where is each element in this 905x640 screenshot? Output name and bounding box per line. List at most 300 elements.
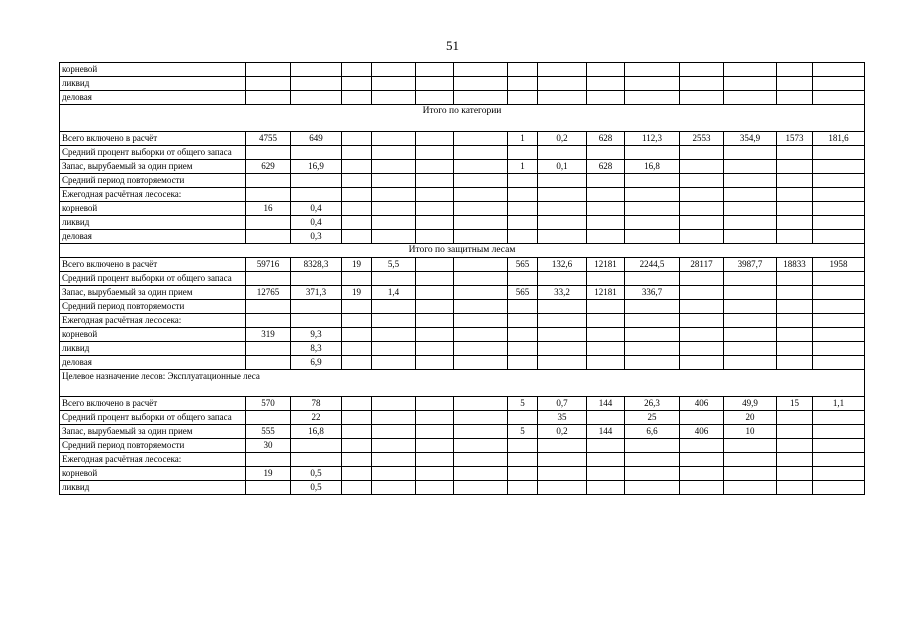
table-cell	[416, 174, 454, 188]
table-cell	[680, 467, 724, 481]
table-cell	[680, 146, 724, 160]
table-cell	[625, 77, 680, 91]
table-cell	[342, 300, 372, 314]
table-cell	[454, 132, 508, 146]
table-cell	[416, 132, 454, 146]
table-cell	[454, 272, 508, 286]
table-cell: 12765	[246, 286, 291, 300]
table-cell	[724, 160, 777, 174]
table-cell	[724, 202, 777, 216]
table-cell	[587, 453, 625, 467]
table-cell: 1	[508, 132, 538, 146]
table-cell	[724, 272, 777, 286]
row-label: Средний период повторяемости	[60, 174, 246, 188]
table-row	[60, 328, 865, 342]
table-cell	[813, 425, 865, 439]
table-cell	[724, 453, 777, 467]
table-cell	[416, 230, 454, 244]
table-cell: 3987,7	[724, 258, 777, 272]
table-cell	[454, 216, 508, 230]
table-cell: 19	[246, 467, 291, 481]
table-cell	[813, 216, 865, 230]
table-cell	[342, 230, 372, 244]
table-cell: 4755	[246, 132, 291, 146]
table-cell	[372, 314, 416, 328]
table-cell	[724, 439, 777, 453]
table-cell	[508, 216, 538, 230]
table-cell	[508, 202, 538, 216]
table-cell	[777, 91, 813, 105]
table-row	[60, 132, 865, 146]
purpose-row	[60, 370, 865, 397]
table-cell: 15	[777, 397, 813, 411]
table-cell	[587, 300, 625, 314]
table-cell	[454, 77, 508, 91]
table-cell: 1,4	[372, 286, 416, 300]
table-cell	[454, 300, 508, 314]
table-cell: 18833	[777, 258, 813, 272]
section-title: Итого по категории	[60, 105, 865, 132]
table-cell: 629	[246, 160, 291, 174]
table-cell	[680, 439, 724, 453]
table-cell	[680, 453, 724, 467]
table-row	[60, 481, 865, 495]
table-cell	[246, 300, 291, 314]
table-cell: 354,9	[724, 132, 777, 146]
table-cell	[538, 216, 587, 230]
table-row	[60, 146, 865, 160]
page-number: 51	[446, 38, 459, 53]
table-cell	[372, 397, 416, 411]
table-cell	[625, 202, 680, 216]
row-label: корневой	[60, 467, 246, 481]
table-cell	[777, 160, 813, 174]
table-cell	[416, 300, 454, 314]
table-cell	[454, 258, 508, 272]
table-cell	[538, 77, 587, 91]
table-cell	[538, 188, 587, 202]
table-cell: 2244,5	[625, 258, 680, 272]
table-row	[60, 216, 865, 230]
table-cell	[813, 160, 865, 174]
table-cell	[508, 91, 538, 105]
row-label: ликвид	[60, 77, 246, 91]
table-cell	[342, 411, 372, 425]
table-cell	[372, 411, 416, 425]
table-cell	[342, 467, 372, 481]
table-cell	[246, 453, 291, 467]
table-cell	[342, 328, 372, 342]
table-cell	[777, 411, 813, 425]
table-cell	[625, 188, 680, 202]
table-cell	[777, 174, 813, 188]
table-cell: 1573	[777, 132, 813, 146]
table-cell	[246, 174, 291, 188]
table-cell	[508, 63, 538, 77]
section-title: Итого по защитным лесам	[60, 244, 865, 258]
table-cell: 6,6	[625, 425, 680, 439]
table-cell	[680, 328, 724, 342]
table-cell: 5	[508, 425, 538, 439]
table-cell	[625, 439, 680, 453]
table-cell	[625, 314, 680, 328]
table-cell	[813, 356, 865, 370]
table-cell: 19	[342, 258, 372, 272]
table-cell	[372, 132, 416, 146]
table-cell	[342, 272, 372, 286]
table-cell: 16,8	[625, 160, 680, 174]
table-cell	[246, 356, 291, 370]
table-cell: 8328,3	[291, 258, 342, 272]
table-cell	[246, 77, 291, 91]
table-cell	[587, 63, 625, 77]
table-cell	[625, 356, 680, 370]
table-cell: 78	[291, 397, 342, 411]
table-cell	[454, 328, 508, 342]
table-cell: 628	[587, 132, 625, 146]
table-cell	[680, 481, 724, 495]
table-cell	[454, 439, 508, 453]
table-cell	[372, 481, 416, 495]
table-cell	[508, 174, 538, 188]
table-cell	[454, 174, 508, 188]
table-cell: 181,6	[813, 132, 865, 146]
row-label: Средний период повторяемости	[60, 300, 246, 314]
table-cell: 16,8	[291, 425, 342, 439]
table-cell	[246, 63, 291, 77]
table-cell	[587, 467, 625, 481]
table-cell	[454, 453, 508, 467]
table-cell	[538, 300, 587, 314]
table-cell	[372, 230, 416, 244]
table-cell	[416, 216, 454, 230]
table-cell	[372, 91, 416, 105]
table-cell	[454, 160, 508, 174]
table-cell	[416, 397, 454, 411]
table-cell	[454, 397, 508, 411]
table-row	[60, 453, 865, 467]
table-cell	[372, 300, 416, 314]
table-cell	[625, 467, 680, 481]
table-cell	[538, 356, 587, 370]
table-cell	[538, 314, 587, 328]
table-cell	[724, 77, 777, 91]
table-cell: 555	[246, 425, 291, 439]
table-cell	[724, 174, 777, 188]
table-cell	[342, 160, 372, 174]
table-cell: 26,3	[625, 397, 680, 411]
table-cell	[625, 300, 680, 314]
table-cell	[680, 314, 724, 328]
table-cell	[372, 425, 416, 439]
table-cell	[777, 63, 813, 77]
table-cell	[538, 91, 587, 105]
table-cell	[508, 342, 538, 356]
table-cell	[416, 202, 454, 216]
table-row	[60, 411, 865, 425]
table-cell	[777, 286, 813, 300]
table-cell	[291, 453, 342, 467]
table-row	[60, 258, 865, 272]
table-cell	[680, 77, 724, 91]
table-cell: 6,9	[291, 356, 342, 370]
table-row	[60, 174, 865, 188]
row-label: ликвид	[60, 216, 246, 230]
table-cell: 565	[508, 286, 538, 300]
row-label: Всего включено в расчёт	[60, 132, 246, 146]
table-cell	[416, 258, 454, 272]
table-cell	[416, 411, 454, 425]
table-cell	[246, 230, 291, 244]
table-cell	[625, 481, 680, 495]
table-cell	[246, 342, 291, 356]
table-cell: 5,5	[372, 258, 416, 272]
table-cell	[246, 411, 291, 425]
table-cell	[587, 91, 625, 105]
table-cell	[538, 63, 587, 77]
table-cell	[342, 188, 372, 202]
table-cell	[416, 328, 454, 342]
table-cell	[416, 481, 454, 495]
table-cell	[813, 439, 865, 453]
table-cell	[342, 216, 372, 230]
table-cell	[508, 300, 538, 314]
table-cell	[372, 328, 416, 342]
table-cell	[416, 425, 454, 439]
table-cell: 144	[587, 397, 625, 411]
table-cell	[777, 300, 813, 314]
table-cell	[508, 411, 538, 425]
table-cell	[625, 216, 680, 230]
table-cell	[454, 63, 508, 77]
table-cell	[777, 328, 813, 342]
table-cell	[291, 314, 342, 328]
table-cell	[246, 481, 291, 495]
table-cell	[587, 216, 625, 230]
table-cell	[342, 356, 372, 370]
table-cell	[813, 63, 865, 77]
table-cell	[372, 146, 416, 160]
table-cell	[680, 272, 724, 286]
table-cell	[724, 342, 777, 356]
table-cell	[538, 146, 587, 160]
table-row	[60, 397, 865, 411]
table-cell	[813, 202, 865, 216]
table-cell	[777, 202, 813, 216]
table-cell	[416, 453, 454, 467]
table-cell	[680, 202, 724, 216]
table-cell	[454, 342, 508, 356]
row-label: корневой	[60, 63, 246, 77]
table-cell	[508, 439, 538, 453]
table-cell	[680, 230, 724, 244]
row-label: Всего включено в расчёт	[60, 397, 246, 411]
table-cell	[342, 425, 372, 439]
purpose-label: Целевое назначение лесов: Эксплуатационные леса	[60, 370, 865, 397]
table-cell	[777, 453, 813, 467]
table-cell: 132,6	[538, 258, 587, 272]
row-label: Средний процент выборки от общего запаса	[60, 272, 246, 286]
table-cell	[372, 77, 416, 91]
table-cell: 35	[538, 411, 587, 425]
table-cell	[587, 77, 625, 91]
table-cell	[342, 453, 372, 467]
table-cell	[246, 216, 291, 230]
table-row	[60, 202, 865, 216]
table-cell	[724, 481, 777, 495]
table-cell	[342, 132, 372, 146]
table-cell	[813, 230, 865, 244]
table-cell	[342, 91, 372, 105]
table-cell	[416, 286, 454, 300]
table-cell	[508, 146, 538, 160]
table-cell	[813, 286, 865, 300]
row-label: Средний процент выборки от общего запаса	[60, 411, 246, 425]
table-cell: 371,3	[291, 286, 342, 300]
table-cell	[508, 77, 538, 91]
table-cell	[342, 439, 372, 453]
table-cell	[342, 63, 372, 77]
table-cell	[813, 146, 865, 160]
table-cell	[246, 188, 291, 202]
table-cell	[680, 356, 724, 370]
table-cell	[372, 174, 416, 188]
table-cell	[416, 91, 454, 105]
table-cell	[538, 328, 587, 342]
table-cell	[372, 272, 416, 286]
table-cell	[625, 230, 680, 244]
table-cell	[508, 467, 538, 481]
table-cell	[587, 342, 625, 356]
table-cell	[291, 300, 342, 314]
table-cell	[246, 91, 291, 105]
table-cell	[777, 216, 813, 230]
table-cell	[342, 481, 372, 495]
table-cell	[342, 174, 372, 188]
table-cell	[813, 272, 865, 286]
table-cell	[372, 342, 416, 356]
table-cell	[724, 356, 777, 370]
table-cell	[587, 356, 625, 370]
table-cell	[538, 439, 587, 453]
table-cell	[813, 411, 865, 425]
table-cell	[372, 63, 416, 77]
table-cell	[508, 230, 538, 244]
table-cell: 12181	[587, 286, 625, 300]
table-cell	[587, 411, 625, 425]
table-cell: 9,3	[291, 328, 342, 342]
table-cell	[291, 77, 342, 91]
table-cell	[454, 314, 508, 328]
table-cell	[342, 314, 372, 328]
table-cell	[372, 356, 416, 370]
table-cell	[372, 188, 416, 202]
table-row	[60, 188, 865, 202]
table-cell: 628	[587, 160, 625, 174]
table-cell	[342, 77, 372, 91]
table-cell	[813, 77, 865, 91]
table-cell	[538, 230, 587, 244]
table-cell	[416, 467, 454, 481]
table-cell	[777, 425, 813, 439]
table-cell	[246, 314, 291, 328]
table-row	[60, 272, 865, 286]
table-cell	[813, 300, 865, 314]
table-cell	[680, 216, 724, 230]
table-cell	[680, 300, 724, 314]
row-label: Запас, вырубаемый за один прием	[60, 286, 246, 300]
table-cell	[813, 453, 865, 467]
table-cell	[625, 453, 680, 467]
table-cell	[777, 356, 813, 370]
table-cell	[291, 439, 342, 453]
table-cell	[454, 286, 508, 300]
table-cell: 0,4	[291, 216, 342, 230]
table-cell	[454, 91, 508, 105]
table-cell: 2553	[680, 132, 724, 146]
table-cell	[538, 174, 587, 188]
table-cell	[416, 356, 454, 370]
table-cell	[342, 342, 372, 356]
table-cell	[680, 174, 724, 188]
table-row	[60, 286, 865, 300]
table-row	[60, 439, 865, 453]
table-cell	[813, 174, 865, 188]
table-row	[60, 356, 865, 370]
table-cell: 0,7	[538, 397, 587, 411]
table-cell	[538, 202, 587, 216]
table-cell	[416, 160, 454, 174]
table-row	[60, 425, 865, 439]
table-cell	[416, 342, 454, 356]
table-cell	[680, 188, 724, 202]
table-cell	[454, 202, 508, 216]
table-cell	[587, 230, 625, 244]
table-cell: 649	[291, 132, 342, 146]
table-cell	[416, 63, 454, 77]
table-cell: 30	[246, 439, 291, 453]
table-cell	[291, 174, 342, 188]
table-cell	[724, 188, 777, 202]
table-cell: 319	[246, 328, 291, 342]
table-cell	[777, 467, 813, 481]
table-cell	[508, 314, 538, 328]
table-cell	[813, 342, 865, 356]
table-cell: 406	[680, 397, 724, 411]
table-cell	[538, 272, 587, 286]
table-cell	[680, 286, 724, 300]
section-header-row	[60, 244, 865, 258]
table-cell	[587, 174, 625, 188]
table-cell	[508, 272, 538, 286]
table-cell	[416, 146, 454, 160]
table-row	[60, 314, 865, 328]
table-cell	[724, 63, 777, 77]
table-cell: 19	[342, 286, 372, 300]
table-cell: 33,2	[538, 286, 587, 300]
table-cell	[813, 467, 865, 481]
section-header-row	[60, 105, 865, 132]
table-cell	[291, 91, 342, 105]
table-cell	[625, 91, 680, 105]
table-cell	[724, 146, 777, 160]
table-cell	[342, 397, 372, 411]
table-cell	[724, 91, 777, 105]
table-cell	[813, 314, 865, 328]
row-label: Всего включено в расчёт	[60, 258, 246, 272]
table-cell	[724, 467, 777, 481]
table-cell	[342, 146, 372, 160]
